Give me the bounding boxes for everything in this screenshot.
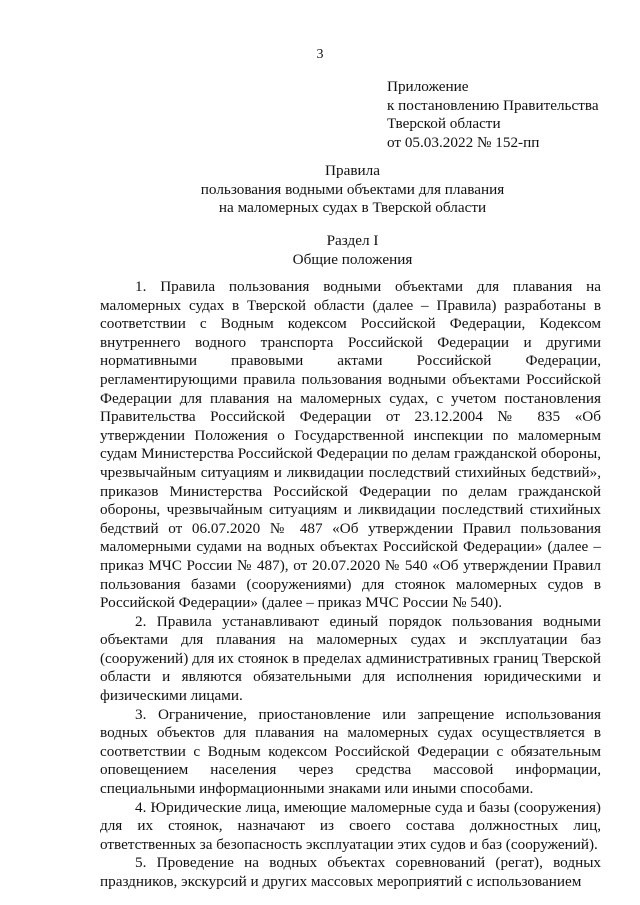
section-number: Раздел I [326,232,379,249]
section-heading [0,232,640,269]
paragraph: 3. Ограничение, приостановление или запрещение использования водных объектов для плавания на маломерных судах осуществляется в соответствии с Водным кодексом Российской Федерации с обязательным оповещением населения через средства массовой информации, специальными информационными знаками или иными способами. [100,705,601,798]
appendix-line: от 05.03.2022 № 152-пп [387,133,540,151]
paragraph: 2. Правила устанавливают единый порядок пользования водными объектами для плавания на маломерных судах и эксплуатации баз (сооружений) для их стоянок в пределах административных границ Тверской области и являются обязательными для исполнения юридическими и физическими лицами. [100,612,601,705]
title-line: Правила [325,162,380,179]
paragraph: 1. Правила пользования водными объектами для плавания на маломерных судах в Тверской области (далее – Правила) разработаны в соответствии с Водным кодексом Российской Федерации, Кодексом внутреннего водного транспорта Российской Федерации и другими нормативными правовыми актами Российской Федерации, регламентирующими правила пользования водными объектами Российской Федерации для плавания на маломерных судах, с учетом постановления Правительства Российской Федерации от 23.12.2004 № 835 «Об утверждении Положения о Государственной инспекции по маломерным судам Министерства Российской Федерации по делам гражданской обороны, чрезвычайным ситуациям и ликвидации последствий стихийных бедствий», приказов Министерства Российской Федерации по делам гражданской обороны, чрезвычайным ситуациям и ликвидации последствий стихийных бедствий от 06.07.2020 № 487 «Об утверждении Правил пользования маломерными судами на водных объектах Российской Федерации» (далее – приказ МЧС России № 487), от 20.07.2020 № 540 «Об утверждении Правил пользования базами (сооружениями) для стоянок маломерных судов в Российской Федерации» (далее – приказ МЧС России № 540). [100,278,601,612]
document-title [0,162,640,218]
document-body [100,278,601,892]
appendix-line: Тверской области [387,115,501,133]
appendix-line: Приложение [387,78,469,95]
appendix-block [387,78,599,152]
title-line: пользования водными объектами для плавания [200,180,505,198]
paragraph: 5. Проведение на водных объектах соревнований (регат), водных праздников, экскурсий и других массовых мероприятий с использованием [100,854,601,890]
title-line: на маломерных судах в Тверской области [218,199,487,217]
section-name: Общие положения [292,250,413,268]
page-number: 3 [316,47,324,62]
paragraph: 4. Юридические лица, имеющие маломерные суда и базы (сооружения) для их стоянок, назначают из своего состава должностных лиц, ответственных за безопасность эксплуатации этих судов и баз (сооружений). [100,798,601,853]
appendix-line: к постановлению Правительства [387,96,599,114]
